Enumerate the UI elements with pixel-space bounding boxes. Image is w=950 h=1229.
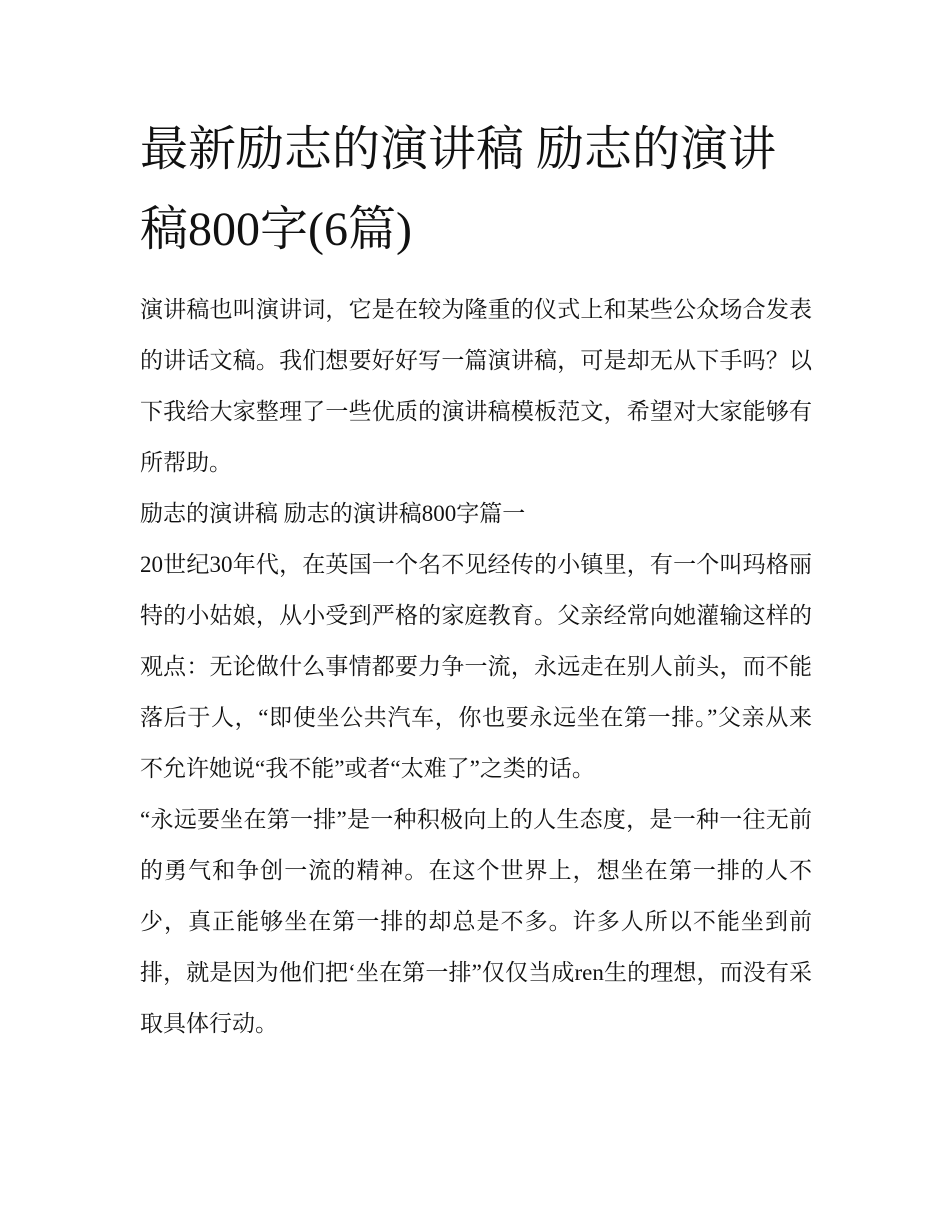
- body-paragraph: 20世纪30年代，在英国一个名不见经传的小镇里，有一个叫玛格丽特的小姑娘，从小受到严格的家庭教育。父亲经常向她灌输这样的观点：无论做什么事情都要力争一流，永远走在别人前头，而不能落后于人，“即使坐公共汽车，你也要永远坐在第一排。”父亲从来不允许她说“我不能”或者“太难了”之类的话。: [140, 552, 812, 781]
- intro-paragraph: 演讲稿也叫演讲词，它是在较为隆重的仪式上和某些公众场合发表的讲话文稿。我们想要好好写一篇演讲稿，可是却无从下手吗？以下我给大家整理了一些优质的演讲稿模板范文，希望对大家能够有所帮助。: [140, 297, 812, 475]
- document-page: [140, 110, 812, 1049]
- document-title: 最新励志的演讲稿 励志的演讲稿800字(6篇): [140, 123, 777, 256]
- section-heading: 励志的演讲稿 励志的演讲稿800字篇一: [140, 501, 526, 526]
- body-paragraph: “永远要坐在第一排”是一种积极向上的人生态度，是一种一往无前的勇气和争创一流的精神。在这个世界上，想坐在第一排的人不少，真正能够坐在第一排的却总是不多。许多人所以不能坐到前排，就是因为他们把‘坐在第一排”仅仅当成ren生的理想，而没有采取具体行动。: [140, 807, 812, 1036]
